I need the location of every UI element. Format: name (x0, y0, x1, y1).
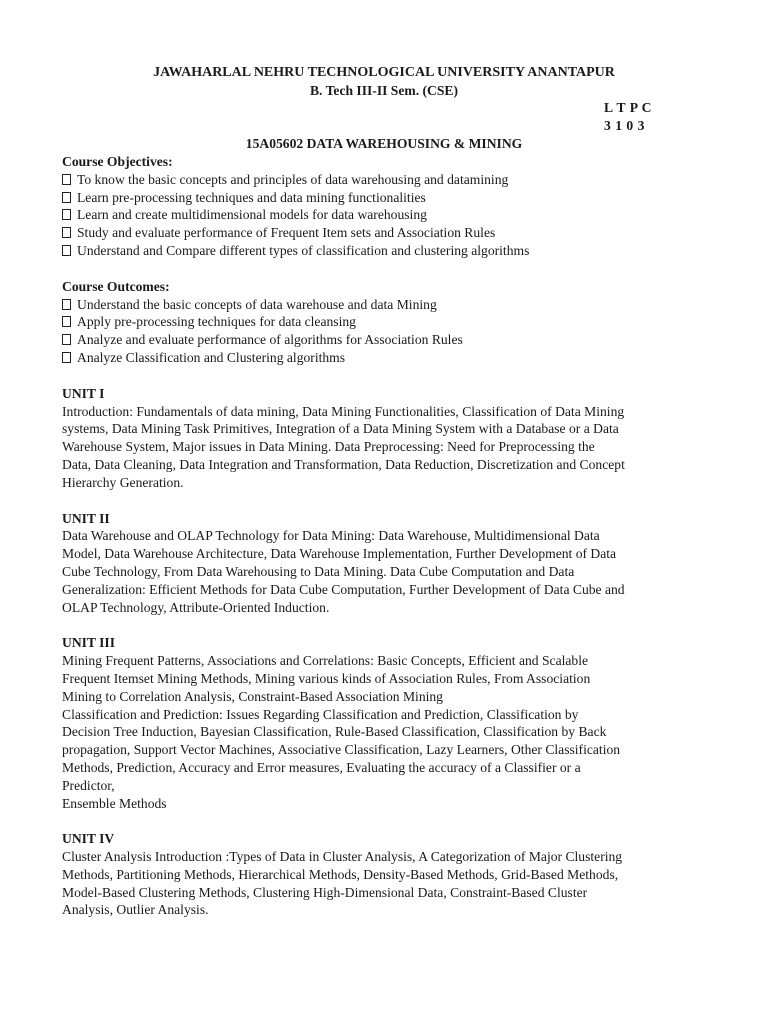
unit-1-text: Introduction: Fundamentals of data mining, Data Mining Functionalities, Classification of Data Mining systems, Data Mining Task Primitives, Integration of a Data Mining System with a Database or a Data Warehouse System, Major issues in Data Mining. Data Preprocessing: Need for Preprocessing the Data, Data Cleaning, Data Integration and Transformation, Data Reduction, Discretization and Concept Hierarchy Generation. (62, 403, 625, 490)
bullet-box-icon (62, 245, 71, 256)
objective-item: Learn and create multidimensional models for data warehousing (62, 206, 702, 224)
outcome-item: Apply pre-processing techniques for data cleansing (62, 313, 702, 331)
ltpc-values: 3 1 0 3 (604, 118, 645, 133)
outcome-item: Understand the basic concepts of data warehouse and data Mining (62, 296, 702, 314)
bullet-box-icon (62, 316, 71, 327)
unit-2-text: Data Warehouse and OLAP Technology for Data Mining: Data Warehouse, Multidimensional Data Model, Data Warehouse Architecture, Data Warehouse Implementation, Further Development of Data Cube Technology, From Data Warehousing to Data Mining. Data Cube Computation and Data Generalization: Efficient Methods for Data Cube Computation, Further Development of Data Cube and OLAP Technology, Attribute-Oriented Induction. (62, 528, 625, 615)
course-title: 15A05602 DATA WAREHOUSING & MINING (245, 136, 523, 151)
unit-2-heading: UNIT II (62, 510, 110, 526)
unit-4-text: Cluster Analysis Introduction :Types of Data in Cluster Analysis, A Categorization of Major Clustering Methods, Partitioning Methods, Hierarchical Methods, Density-Based Methods, Grid-Based Methods, Model-Based Clustering Methods, Clustering High-Dimensional Data, Constraint-Based Cluster Analysis, Outlier Analysis. (62, 849, 623, 918)
bullet-box-icon (62, 299, 71, 310)
unit-1-heading: UNIT I (62, 385, 105, 401)
unit-3-heading: UNIT III (62, 635, 116, 651)
ltpc-label: L T P C (604, 100, 652, 115)
objectives-list (62, 171, 702, 260)
document-body (62, 153, 702, 919)
bullet-box-icon (62, 227, 71, 238)
outcome-item: Analyze Classification and Clustering algorithms (62, 349, 702, 367)
outcome-item: Analyze and evaluate performance of algorithms for Association Rules (62, 331, 702, 349)
objective-item: Learn pre-processing techniques and data mining functionalities (62, 189, 702, 207)
objectives-heading: Course Objectives: (62, 154, 173, 169)
bullet-box-icon (62, 174, 71, 185)
ltpc-block (604, 99, 652, 135)
bullet-box-icon (62, 334, 71, 345)
document-header (0, 64, 768, 100)
outcomes-heading: Course Outcomes: (62, 278, 170, 294)
bullet-box-icon (62, 352, 71, 363)
university-name: JAWAHARLAL NEHRU TECHNOLOGICAL UNIVERSITY ANANTAPUR (153, 65, 615, 80)
objective-item: Study and evaluate performance of Frequent Item sets and Association Rules (62, 224, 702, 242)
objective-item: To know the basic concepts and principles of data warehousing and datamining (62, 171, 702, 189)
bullet-box-icon (62, 209, 71, 220)
unit-3-text: Mining Frequent Patterns, Associations and Correlations: Basic Concepts, Efficient and Scalable Frequent Itemset Mining Methods, Mining various kinds of Association Rules, From Association Mining to Correlation Analysis, Constraint-Based Association Mining Classification and Prediction: Issues Regarding Classification and Prediction, Classification by Decision Tree Induction, Bayesian Classification, Rule-Based Classification, Classification by Back propagation, Support Vector Machines, Associative Classification, Lazy Learners, Other Classification Methods, Prediction, Accuracy and Error measures, Evaluating the accuracy of a Classifier or a Predictor, Ensemble Methods (62, 653, 621, 811)
outcomes-list (62, 296, 702, 367)
objective-item: Understand and Compare different types of classification and clustering algorithms (62, 242, 702, 260)
unit-4-heading: UNIT IV (62, 831, 115, 847)
semester-line: B. Tech III-II Sem. (CSE) (309, 83, 459, 98)
bullet-box-icon (62, 192, 71, 203)
